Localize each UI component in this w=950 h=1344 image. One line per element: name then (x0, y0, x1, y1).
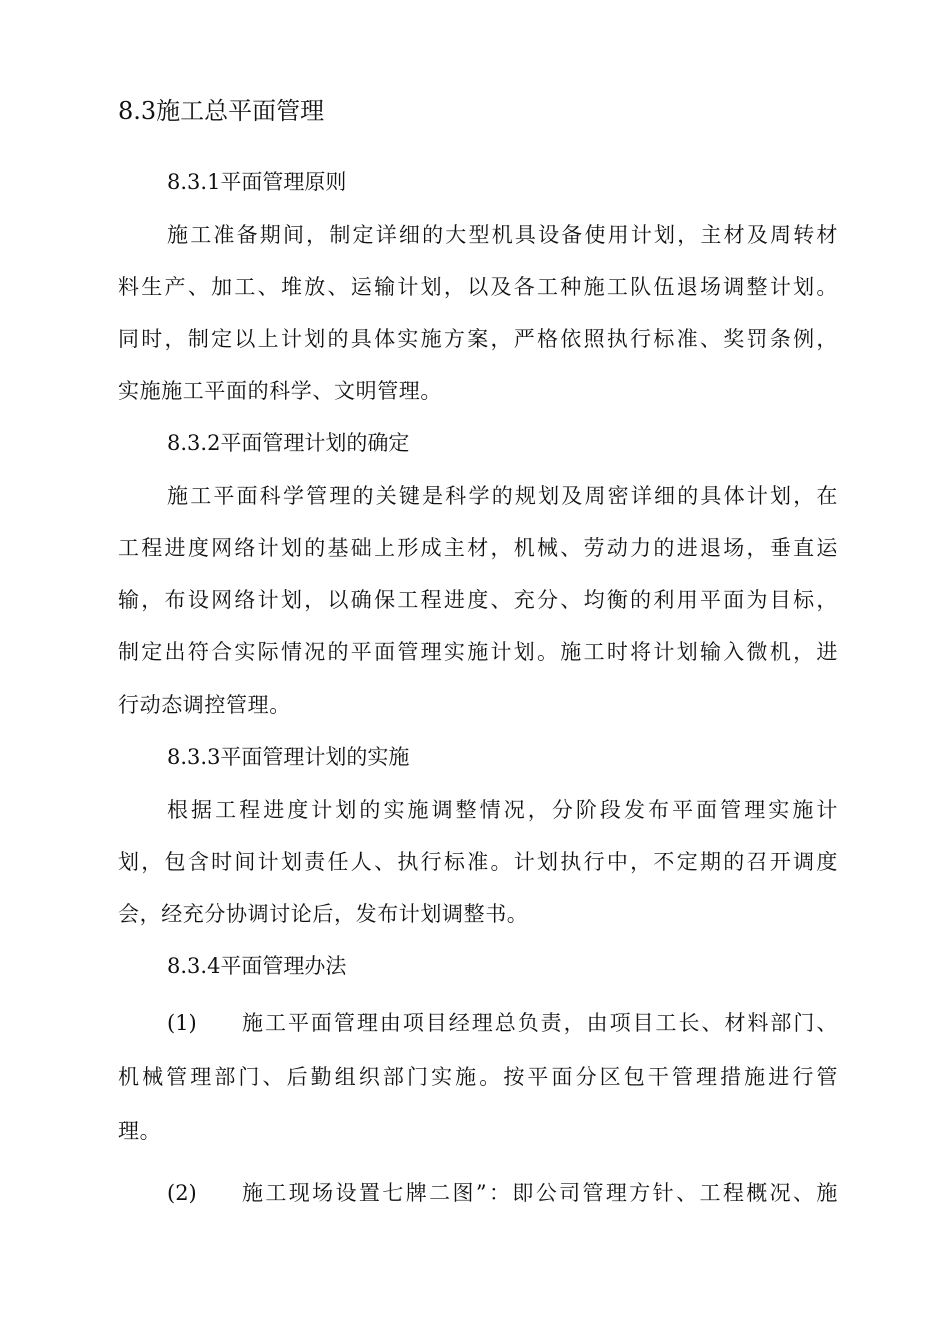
subsection-title-8-3-3: 8.3.3平面管理计划的实施 (167, 745, 410, 769)
paragraph-line: 施工平面科学管理的关键是科学的规划及周密详细的具体计划，在 (167, 484, 838, 508)
paragraph-line: 机械管理部门、后勤组织部门实施。按平面分区包干管理措施进行管 (118, 1065, 838, 1089)
paragraph-line: 行动态调控管理。 (118, 693, 291, 717)
paragraph-line: 实施施工平面的科学、文明管理。 (118, 379, 442, 403)
subsection-title-8-3-1: 8.3.1平面管理原则 (167, 170, 347, 194)
subsection-title-8-3-4: 8.3.4平面管理办法 (167, 954, 347, 978)
subsection-title-8-3-2: 8.3.2平面管理计划的确定 (167, 431, 410, 455)
section-heading: 8.3施工总平面管理 (118, 97, 325, 125)
paragraph-line: 同时，制定以上计划的具体实施方案，严格依照执行标准、奖罚条例， (118, 327, 838, 351)
paragraph-line: 会，经充分协调讨论后，发布计划调整书。 (118, 902, 529, 926)
list-item-text: 施工现场设置七牌二图”：即公司管理方针、工程概况、施 (242, 1181, 838, 1205)
list-item-text: 施工平面管理由项目经理总负责，由项目工长、材料部门、 (242, 1011, 838, 1035)
paragraph-line: 划，包含时间计划责任人、执行标准。计划执行中，不定期的召开调度 (118, 850, 838, 874)
paragraph-line: 料生产、加工、堆放、运输计划，以及各工种施工队伍退场调整计划。 (118, 275, 838, 299)
list-number: (2) (167, 1181, 197, 1205)
paragraph-line: 根据工程进度计划的实施调整情况，分阶段发布平面管理实施计 (167, 798, 838, 822)
paragraph-line: 理。 (118, 1119, 162, 1143)
list-number: (1) (167, 1011, 197, 1035)
paragraph-line: 输，布设网络计划，以确保工程进度、充分、均衡的利用平面为目标， (118, 588, 838, 612)
paragraph-line: 工程进度网络计划的基础上形成主材，机械、劳动力的进退场，垂直运 (118, 536, 838, 560)
paragraph-line: 制定出符合实际情况的平面管理实施计划。施工时将计划输入微机，进 (118, 640, 838, 664)
paragraph-line: 施工准备期间，制定详细的大型机具设备使用计划，主材及周转材 (167, 223, 838, 247)
